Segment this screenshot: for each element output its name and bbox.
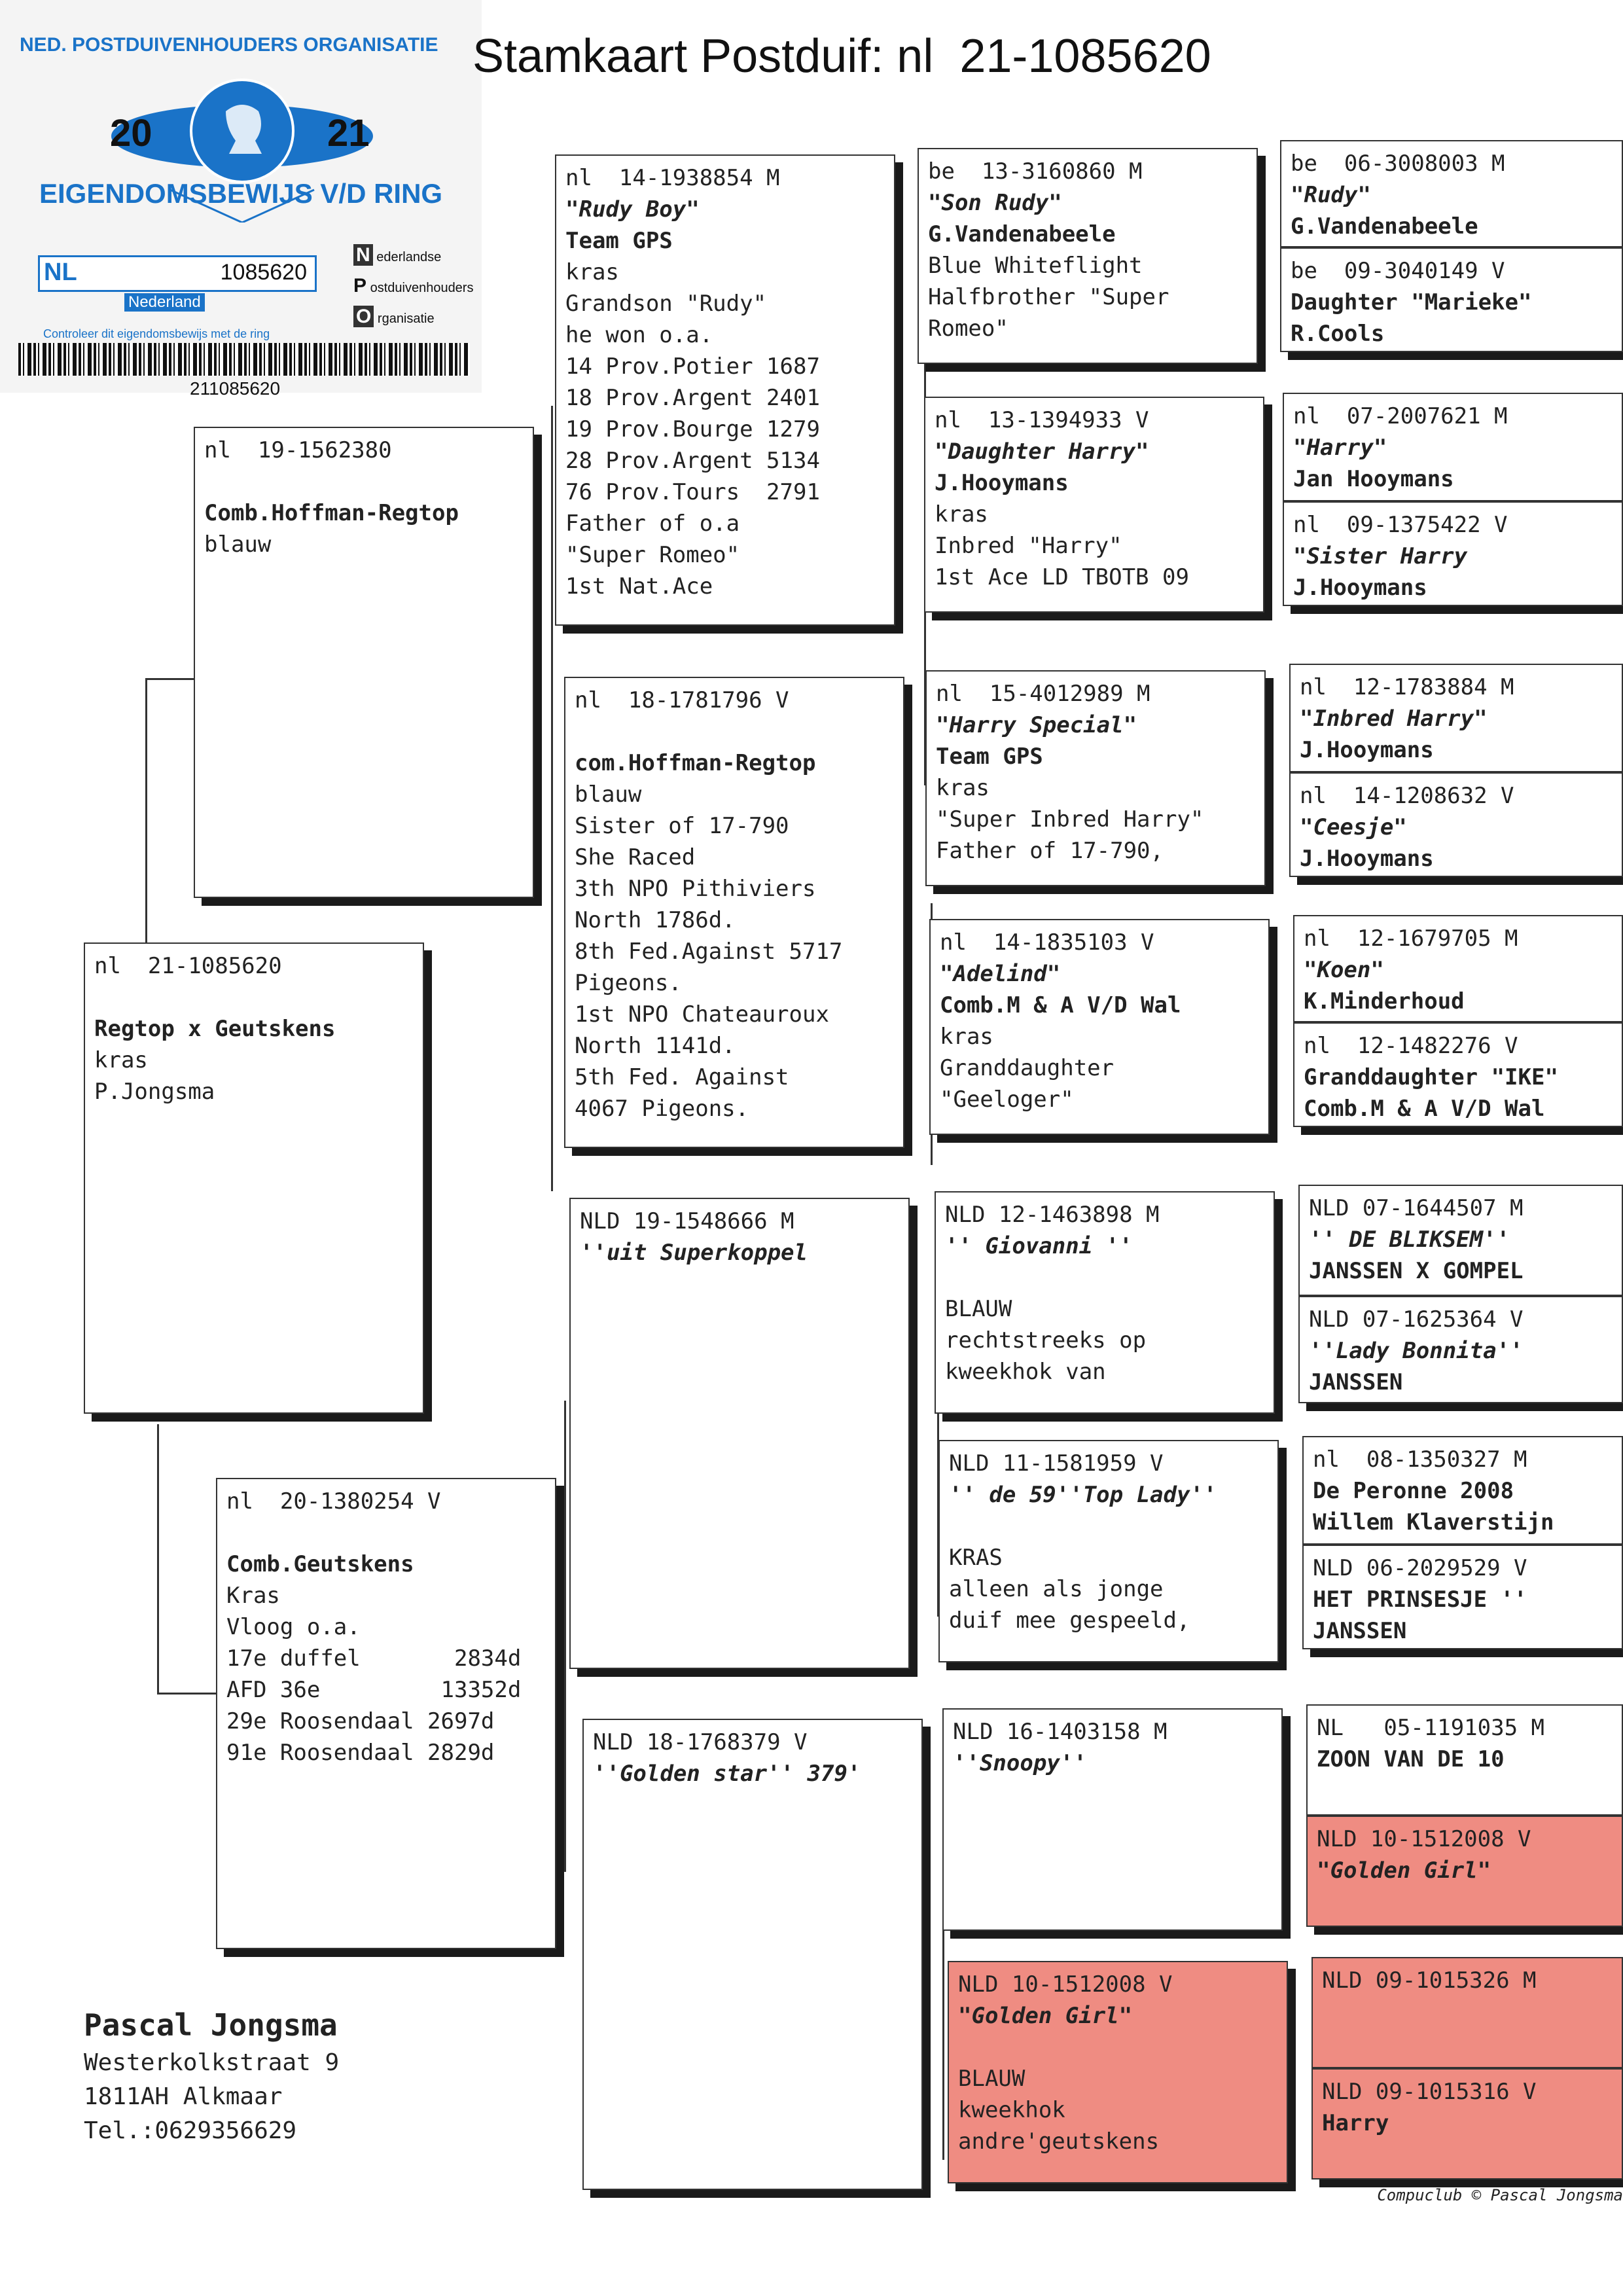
card-line: '' Giovanni '' [945,1233,1133,1259]
card-line: K.Minderhoud [1304,988,1465,1014]
card-line: "Daughter Harry" [935,439,1149,465]
card-line: 1st Nat.Ace [565,573,713,600]
year-left: 20 [110,112,152,154]
card-line: North 1786d. [575,907,736,933]
ring-number: be 13-3160860 M [928,158,1143,185]
ring-number: nl 19-1562380 [204,437,392,463]
card-line: Father of o.a [565,511,740,537]
pigeon-card-granddam-2 [582,1719,923,2190]
card-line: BLAUW [958,2066,1026,2092]
ring-number: NLD 18-1768379 V [593,1729,808,1755]
card-line: Vloog o.a. [226,1614,361,1640]
card-line: Team GPS [565,228,673,254]
connector [145,678,194,680]
card-line: Jan Hooymans [1293,466,1454,492]
ring-number: nl 08-1350327 M [1313,1446,1527,1473]
card-line: P.Jongsma [94,1079,215,1105]
card-line: "Ceesje" [1300,814,1407,840]
owner-block [84,2008,339,2148]
card-line: Romeo" [928,315,1008,342]
card-line: Granddaughter "IKE" [1304,1064,1558,1090]
card-line: kras [940,1024,993,1050]
card-line: JANSSEN X GOMPEL [1309,1258,1524,1284]
ring-number: NLD 16-1403158 M [953,1719,1168,1745]
footer-credit: Compuclub © Pascal Jongsma [1377,2186,1623,2204]
pigeon-card-ggp-6 [938,1440,1279,1662]
ring-number: 1085620 [220,260,307,285]
pigeon-card-gggp-4 [1283,501,1623,606]
card-line: J.Hooymans [1293,575,1427,601]
card-line: kras [935,501,988,528]
connector [157,1424,159,1693]
card-line: She Raced [575,844,696,870]
connector [564,1401,566,1872]
page-title: Stamkaart Postduif: nl 21-1085620 [473,30,1211,82]
card-line: HET PRINSESJE '' [1313,1587,1527,1613]
ring-number: NLD 19-1548666 M [580,1208,794,1234]
card-line: com.Hoffman-Regtop [575,750,816,776]
ring-number: NLD 09-1015326 M [1322,1967,1537,1994]
pigeon-card-ggp-7 [942,1708,1283,1931]
owner-street: Westerkolkstraat 9 [84,2049,340,2076]
card-line [949,1511,1268,1542]
card-line: Daughter "Marieke" [1291,289,1532,315]
card-line: blauw [204,531,272,558]
card-line [945,1262,1264,1293]
pigeon-card-ggp-1 [918,148,1258,364]
card-line [575,716,894,747]
ring-label: EIGENDOMSBEWIJS V/D RING [39,178,443,209]
card-line: duif mee gespeeld, [949,1607,1190,1634]
pigeon-card-gggp-8 [1293,1022,1623,1127]
ring-number: NLD 09-1015316 V [1322,2079,1537,2105]
connector [157,1693,216,1695]
ring-number: NLD 11-1581959 V [949,1450,1164,1477]
pigeon-card-ggp-4 [929,919,1270,1135]
card-line: kras [565,259,619,285]
year-right: 21 [327,112,370,154]
pigeon-card-gggp-12 [1302,1545,1623,1649]
card-line: kweekhok van [945,1359,1106,1385]
card-line: ''Golden star'' 379' [593,1761,861,1787]
card-line: kras [936,775,990,801]
certificate-org-name: NED. POSTDUIVENHOUDERS ORGANISATIE [20,34,438,56]
pigeon-card-gggp-2 [1280,247,1623,352]
card-line: KRAS [949,1545,1003,1571]
pigeon-card-ggp-3 [925,670,1266,886]
card-line: 14 Prov.Potier 1687 [565,353,820,380]
connector [551,406,553,1191]
card-line: Kras [226,1583,280,1609]
card-line: "Adelind" [940,961,1061,987]
ring-number: nl 13-1394933 V [935,407,1149,433]
check-text: Controleer dit eigendomsbewijs met de ring [43,327,270,340]
ring-country: NL [44,259,77,286]
card-line: Inbred "Harry" [935,533,1122,559]
card-line: '' DE BLIKSEM'' [1309,1227,1510,1253]
card-line: ''Lady Bonnita'' [1309,1338,1524,1364]
card-line: Grandson "Rudy" [565,291,767,317]
npo-logo: N ederlandse P ostduivenhouders O rganisatie [353,244,474,327]
card-line: "Rudy Boy" [565,196,700,223]
card-line: andre'geutskens [958,2128,1160,2155]
pigeon-card-gggp-16 [1311,2068,1623,2179]
ring-number: NLD 10-1512008 V [1317,1826,1531,1852]
card-line: "Harry Special" [936,712,1137,738]
card-line: Willem Klaverstijn [1313,1509,1554,1535]
card-line: Pigeons. [575,970,682,996]
npo-p-text: ostduivenhouders [370,281,474,295]
card-line: "Harry" [1293,435,1387,461]
card-line: ZOON VAN DE 10 [1317,1746,1505,1772]
ring-number: NLD 10-1512008 V [958,1971,1173,1998]
pigeon-card-gggp-3 [1283,393,1623,501]
owner-name: Pascal Jongsma [84,2007,338,2043]
card-line: "Golden Girl" [1317,1857,1491,1884]
card-line: Comb.Hoffman-Regtop [204,500,459,526]
card-line: he won o.a. [565,322,713,348]
ring-number: nl 18-1781796 V [575,687,789,713]
card-line: blauw [575,781,642,808]
card-line: G.Vandenabeele [928,221,1116,247]
card-line: 18 Prov.Argent 2401 [565,385,820,411]
card-line: "Golden Girl" [958,2003,1133,2029]
card-line: Comb.Geutskens [226,1551,414,1577]
card-line: J.Hooymans [935,470,1069,496]
ring-number: nl 14-1835103 V [940,929,1154,956]
pigeon-card-gggp-13 [1306,1704,1623,1816]
card-line: "Koen" [1304,957,1384,983]
card-line: 5th Fed. Against [575,1064,789,1090]
pigeon-card-subject [84,942,424,1414]
ownership-certificate [0,0,482,399]
pigeon-card-ggp-2 [924,397,1264,613]
ring-number: nl 20-1380254 V [226,1488,441,1515]
card-line: 3th NPO Pithiviers [575,876,816,902]
card-line: Regtop x Geutskens [94,1016,336,1042]
ring-number: be 09-3040149 V [1291,258,1505,284]
card-line: "Inbred Harry" [1300,706,1488,732]
ring-number: nl 12-1679705 M [1304,925,1518,952]
ring-number: NLD 06-2029529 V [1313,1555,1527,1581]
card-line: Sister of 17-790 [575,813,789,839]
card-line: rechtstreeks op [945,1327,1147,1354]
card-line: Blue Whiteflight [928,253,1143,279]
pigeon-card-ggp-5 [935,1191,1275,1414]
card-line: 76 Prov.Tours 2791 [565,479,820,505]
ring-number: nl 14-1208632 V [1300,783,1514,809]
ring-number: NLD 12-1463898 M [945,1202,1160,1228]
card-line: kweekhok [958,2097,1065,2123]
pigeon-card-gggp-11 [1302,1436,1623,1545]
nederland-label: Nederland [124,293,205,312]
card-line: alleen als jonge [949,1576,1164,1602]
card-line: J.Hooymans [1300,737,1434,763]
card-line: G.Vandenabeele [1291,213,1478,240]
card-line: JANSSEN [1309,1369,1403,1395]
card-line: Team GPS [936,744,1043,770]
card-line: '' de 59''Top Lady'' [949,1482,1217,1508]
card-line: BLAUW [945,1296,1012,1322]
pigeon-card-gggp-14 [1306,1816,1623,1927]
card-line: North 1141d. [575,1033,736,1059]
pigeon-card-ggp-8 [948,1961,1288,2183]
card-line: kras [94,1047,148,1073]
card-line: "Geeloger" [940,1086,1074,1113]
card-line: 91e Roosendaal 2829d [226,1740,495,1766]
card-line: AFD 36e 13352d [226,1677,522,1703]
card-line [204,466,524,497]
card-line [94,982,414,1013]
barcode-number: 211085620 [190,378,281,399]
card-line: De Peronne 2008 [1313,1478,1514,1504]
ring-number: nl 07-2007621 M [1293,403,1508,429]
ring-number: nl 14-1938854 M [565,165,780,191]
ring-number: nl 15-4012989 M [936,681,1150,707]
npo-n-text: ederlandse [376,250,442,264]
ring-number: nl 09-1375422 V [1293,512,1508,538]
ring-number: nl 12-1783884 M [1300,674,1514,700]
card-line: Halfbrother "Super [928,284,1169,310]
ring-country-field [38,255,317,292]
card-line [958,2032,1277,2063]
card-line: 1st NPO Chateauroux [575,1001,829,1028]
card-line: Harry [1322,2110,1389,2136]
card-line: "Super Romeo" [565,542,740,568]
card-line: Father of 17-790, [936,838,1164,864]
card-line: ''Snoopy'' [953,1750,1087,1776]
card-line: "Son Rudy" [928,190,1062,216]
npo-o-text: rganisatie [377,312,435,326]
card-line: 29e Roosendaal 2697d [226,1708,495,1734]
ring-number: NL 05-1191035 M [1317,1715,1544,1741]
pigeon-card-gggp-6 [1289,772,1623,877]
card-line: 1st Ace LD TBOTB 09 [935,564,1189,590]
pigeon-card-gggp-15 [1311,1957,1623,2068]
owner-city: 1811AH Alkmaar [84,2083,283,2110]
pigeon-card-gggp-9 [1298,1185,1623,1296]
ring-number: nl 12-1482276 V [1304,1033,1518,1059]
card-line: ''uit Superkoppel [580,1240,808,1266]
card-line: Comb.M & A V/D Wal [940,992,1181,1018]
barcode [18,343,470,376]
card-line: "Sister Harry [1293,543,1468,569]
card-line [226,1517,546,1549]
pigeon-card-gggp-10 [1298,1296,1623,1403]
pigeon-card-granddam-1 [564,677,904,1148]
pigeon-card-grandsire-1 [555,154,895,626]
pigeon-card-grandsire-2 [569,1198,910,1669]
card-line: 19 Prov.Bourge 1279 [565,416,820,442]
owner-phone: Tel.:0629356629 [84,2117,297,2144]
card-line: 17e duffel 2834d [226,1645,522,1672]
card-line: 4067 Pigeons. [575,1096,749,1122]
ring-number: nl 21-1085620 [94,953,282,979]
ring-number: NLD 07-1644507 M [1309,1195,1524,1221]
pigeon-card-gggp-7 [1293,915,1623,1022]
card-line: "Super Inbred Harry" [936,806,1204,833]
pigeon-card-gggp-1 [1280,140,1623,247]
pigeon-card-sire [194,427,534,898]
card-line: 8th Fed.Against 5717 [575,939,843,965]
card-line: R.Cools [1291,321,1385,347]
card-line: Granddaughter [940,1055,1115,1081]
connector [145,678,147,942]
ring-number: be 06-3008003 M [1291,151,1505,177]
ring-number: NLD 07-1625364 V [1309,1306,1524,1333]
card-line: Comb.M & A V/D Wal [1304,1096,1545,1122]
card-line: "Rudy" [1291,182,1371,208]
pigeon-card-dam [216,1478,556,1949]
card-line: 28 Prov.Argent 5134 [565,448,820,474]
pigeon-card-gggp-5 [1289,664,1623,772]
card-line: JANSSEN [1313,1618,1407,1644]
card-line: J.Hooymans [1300,846,1434,872]
